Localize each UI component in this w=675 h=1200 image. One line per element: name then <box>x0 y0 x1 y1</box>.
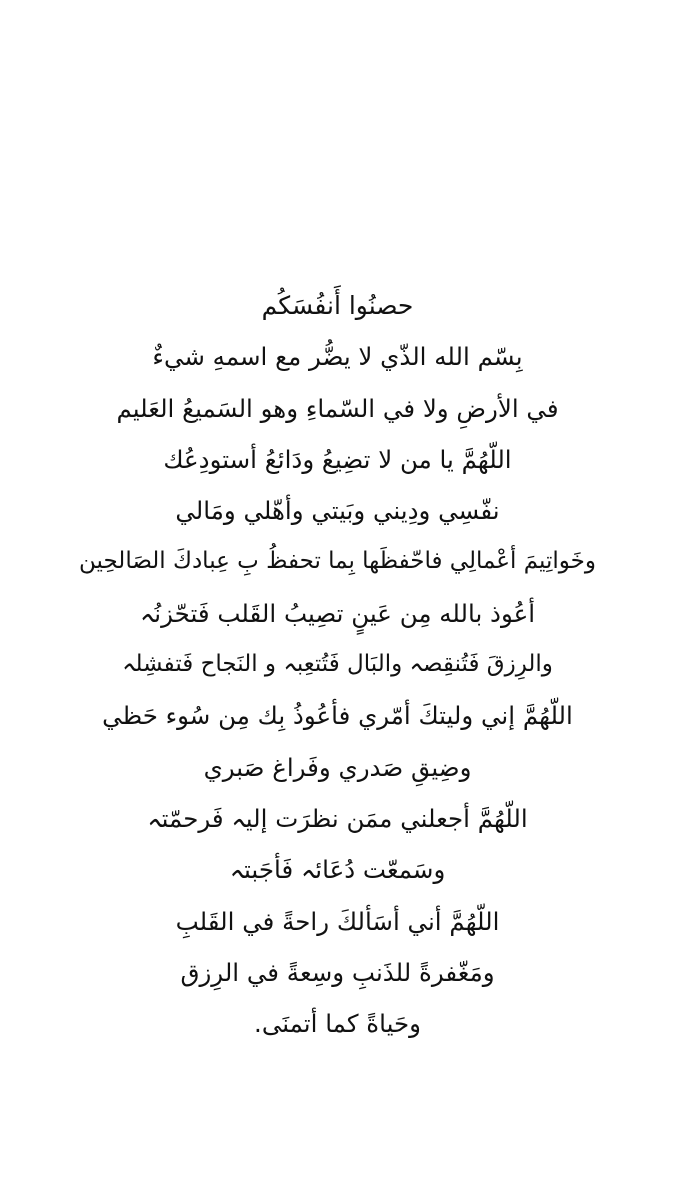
poem-line: اللّهُمَّ أجعلني ممَن نظرَت إليہ فَرحمّتہ <box>147 803 528 833</box>
poem-line: بِسّم الله الذّي لا يضُّر مع اسمهِ شيءٌ <box>152 342 523 372</box>
poem-line: وضِيقِ صَدري وفَراغ صَبري <box>203 752 472 782</box>
poem-line: اللّهُمَّ يا من لا تضِيعُ ودَائعُ أستودِعُك <box>163 444 512 474</box>
poem-line: وخَواتِيمَ أعْمالِي فاحّفظَها بِما تحفظُ بِ عِبادكَ الصَالحِين <box>79 548 596 575</box>
poem-line: والرِزقَ فَتُنقِصہ والبَال فَتُتعِبہ و النَجاح فَتفشِلہ <box>122 651 553 678</box>
poem-line: أعُوذ بالله مِن عَينٍ تصِيبُ القَلب فَتحّزنُہ <box>139 598 536 628</box>
poem-line: اللّهُمَّ أني أسَألكَ راحةً في القَلبِ <box>175 906 500 936</box>
poem-line: وسَمعّت دُعَائہ فَأجَبتہ <box>229 855 446 885</box>
poem-line: في الأرضِ ولا في السّماءِ وهو السَميعُ العَليم <box>116 393 559 423</box>
poem-text <box>30 280 645 1049</box>
poem-line: وحَياةً كما أتمنَى. <box>254 1009 421 1039</box>
poem-line: ومَغّفرةً للذَنبِ وسِعةً في الرِزق <box>180 957 495 987</box>
poem-line: اللّهُمَّ إني وليتكَ أمّري فأعُوذُ بِك مِن سُوء حَظي <box>102 701 573 731</box>
poem-title: حصنُوا أَنفُسَكُم <box>261 291 414 320</box>
poem-line: نفّسِي ودِيني وبَيتي وأهّلي ومَالي <box>175 496 500 526</box>
